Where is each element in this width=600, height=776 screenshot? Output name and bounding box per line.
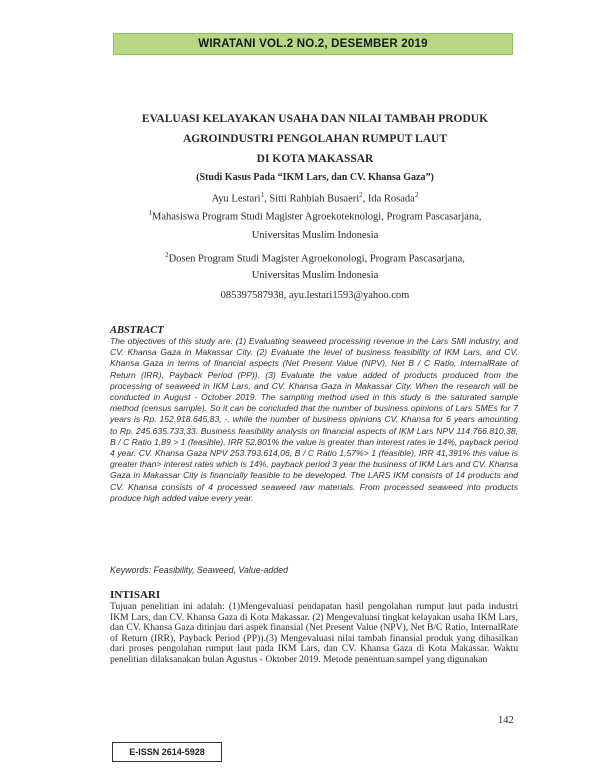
subtitle: (Studi Kasus Pada “IKM Lars, dan CV. Khansa Gaza”) <box>196 172 434 183</box>
author-name: Sitti Rahbiah Busaeri <box>269 193 360 205</box>
abstract-body: The objectives of this study are: (1) Evaluating seaweed processing revenue in the Lars SMI industry, and CV. Khansa Gaza in Makassar City. (2) Evaluate the level of business feasibility of IKM Lars, and CV. Khansa Gaza in terms of financial aspects (Net Present Value (NPV), Net B / C Ratio, InternalRate of Return (IRR), Payback Period (PP)). (3) Evaluate the value added of products produced from the processing of seaweed in IKM Lars, and CV. Khansa Gaza in Makassar City. When the research will be conducted in August - October 2019. The sampling method used in this study is the saturated sample method (census sample). So it can be concluded that the number of business opinions of Lars SMEs for 7 years is Rp. 152.918.645,83, -. while the number of business opinions CV. Khansa for 6 years amounting to Rp. 245.635.733,33. Business feasibility analysis on financial aspects of IKM Lars NPV 114.766.810,38, B / C Ratio 1,89 > 1 (feasible), IRR 52,801% the value is greater than interest rates ie 14%, payback period 4 year. CV. Khansa Gaza NPV 253.793.614,06, B / C Ratio 1,57%> 1 (feasible), IRR 41,391% this value is greater than> interest rates which is 14%, payback period 3 year the business of IKM Lars and CV. Khansa Gaza in Makassar City is financially feasible to be developed. The LARS IKM consists of 14 products and CV. Khansa consists of 4 processed seaweed raw materials. From processed seaweed into products produce high added value every year. <box>110 336 518 503</box>
affiliation-2-line-1 <box>110 251 520 265</box>
author-name: Ida Rosada <box>367 193 415 205</box>
abstract-heading: ABSTRACT <box>110 325 164 336</box>
author-separator: , <box>264 193 270 205</box>
affiliation-1-line-2: Universitas Muslim Indonesia <box>251 230 379 241</box>
title-line-1: EVALUASI KELAYAKAN USAHA DAN NILAI TAMBAH PRODUK <box>141 113 489 125</box>
contact-info: 085397587938, ayu.lestari1593@yahoo.com <box>220 290 410 301</box>
author-affiliation-mark: 2 <box>414 191 419 199</box>
page-number: 142 <box>498 715 514 726</box>
title-line-2: AGROINDUSTRI PENGOLAHAN RUMPUT LAUT <box>183 133 447 145</box>
journal-header-banner <box>113 33 513 55</box>
author-name: Ayu Lestari <box>211 193 261 205</box>
affiliation-mark: 1 <box>148 209 152 217</box>
author-list <box>110 191 520 205</box>
title-line-3: DI KOTA MAKASSAR <box>256 153 374 165</box>
affiliation-mark: 2 <box>165 251 169 259</box>
issn-text: E-ISSN 2614-5928 <box>129 747 205 757</box>
affiliation-text: Mahasiswa Program Studi Magister Agroekoteknologi, Program Pascasarjana, <box>151 211 482 223</box>
affiliation-1-line-1 <box>110 209 520 223</box>
keywords: Keywords: Feasibility, Seaweed, Value-added <box>110 565 288 575</box>
affiliation-2-line-2: Universitas Muslim Indonesia <box>251 270 379 281</box>
author-affiliation-mark: 1 <box>260 191 265 199</box>
issn-box <box>112 742 222 762</box>
affiliation-text: Dosen Program Studi Magister Agroekonologi, Program Pascasarjana, <box>168 253 465 265</box>
author-separator: , <box>362 193 368 205</box>
journal-header-text: WIRATANI VOL.2 NO.2, DESEMBER 2019 <box>198 38 428 50</box>
intisari-heading: INTISARI <box>110 589 161 601</box>
author-affiliation-mark: 2 <box>359 191 363 199</box>
intisari-body: Tujuan penelitian ini adalah: (1)Mengevaluasi pendapatan hasil pengolahan rumput laut pada industri IKM Lars, dan CV. Khansa Gaza di Kota Makassar. (2) Mengevaluasi tingkat kelayakan usaha IKM Lars, dan CV. Khansa Gaza ditinjau dari aspek finansial (Net Present Value (NPV), Net B/C Ratio, InternalRate of Return (IRR), Payback Period (PP)).(3) Mengevaluasi nilai tambah finansial produk yang dihasilkan dari proses pengolahan rumput laut pada IKM Lars, dan CV. Khansa Gaza di Kota Makassar. Waktu penelitian dilaksanakan bulan Agustus - Oktober 2019. Metode penentuan sampel yang digunakan <box>110 601 518 665</box>
